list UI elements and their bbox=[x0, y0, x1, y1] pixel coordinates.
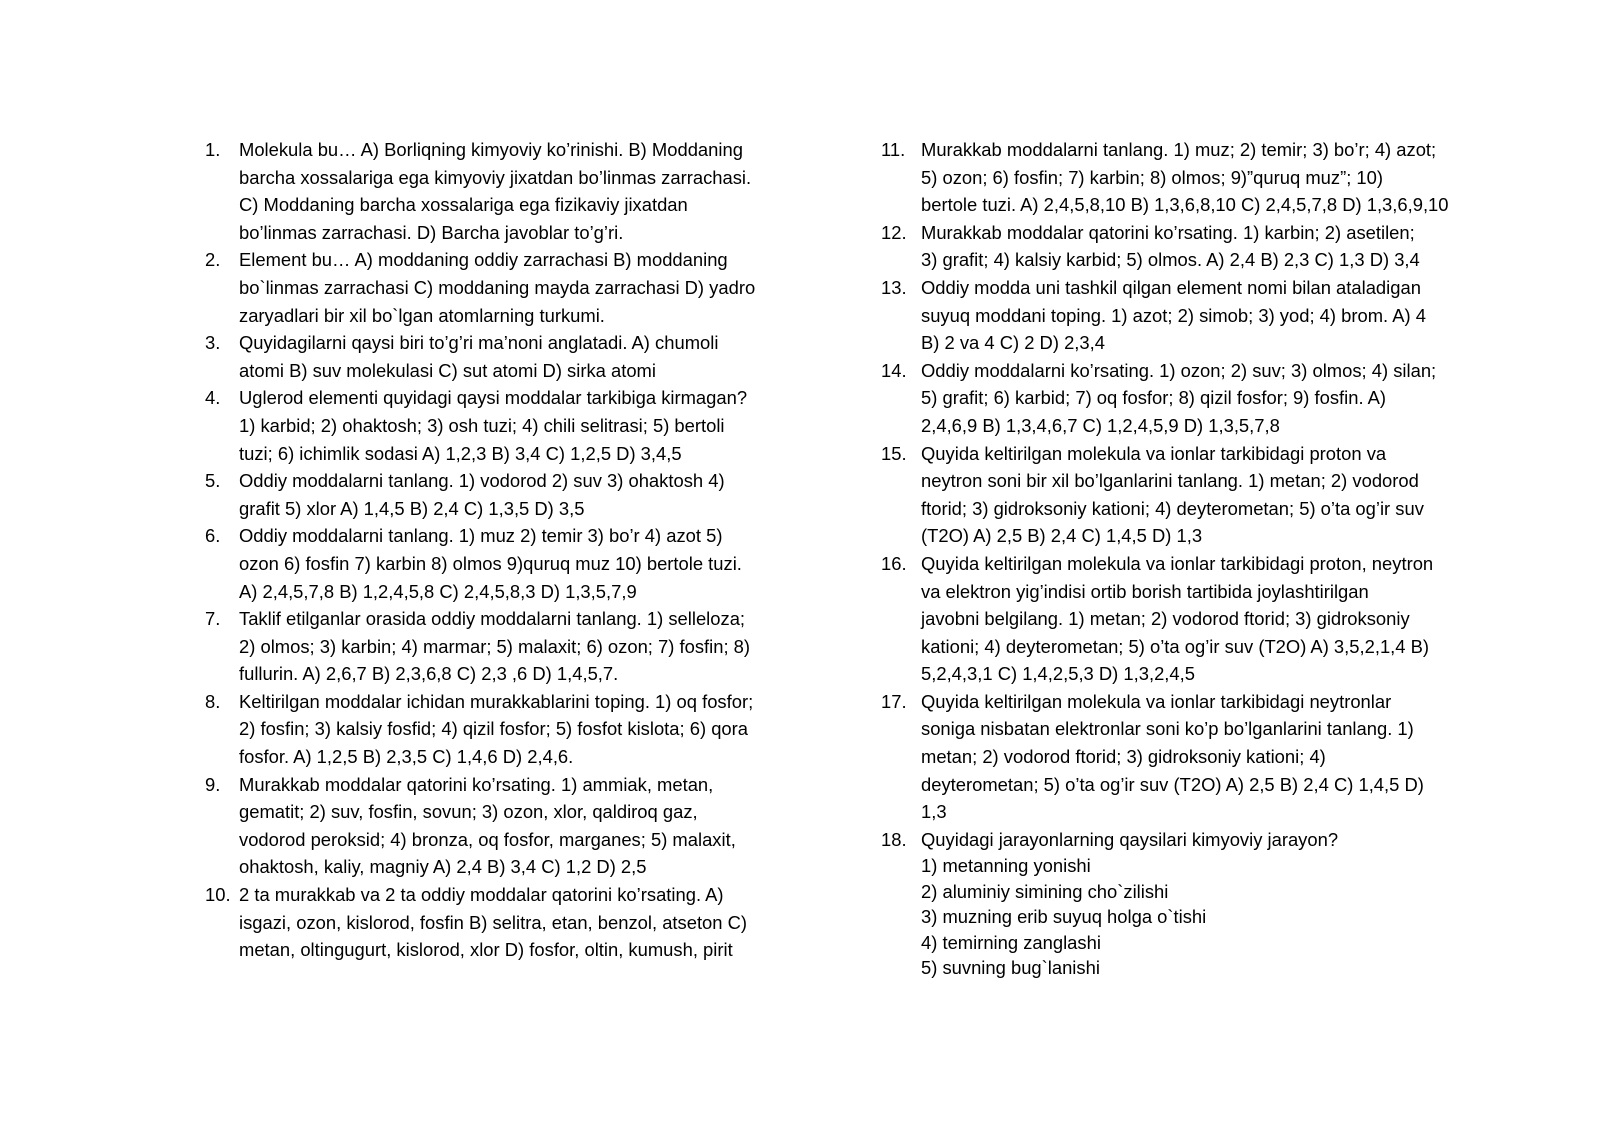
question-text-line: ozon 6) fosfin 7) karbin 8) olmos 9)quruq muz 10) bertole tuzi. bbox=[239, 552, 742, 574]
question-text-line: javobni belgilang. 1) metan; 2) vodorod ftorid; 3) gidroksoniy bbox=[921, 608, 1410, 630]
question-item bbox=[205, 881, 805, 964]
question-number: 13. bbox=[881, 276, 907, 298]
question-item bbox=[881, 357, 1474, 440]
question-item bbox=[205, 246, 805, 329]
question-number: 12. bbox=[881, 221, 907, 243]
question-item bbox=[205, 522, 805, 605]
question-text-line: soniga nisbatan elektronlar soni ko’p bo’lganlarini tanlang. 1) bbox=[921, 718, 1414, 740]
question-number: 1. bbox=[205, 139, 221, 160]
question-text-line: va elektron yig’indisi ortib borish tartibida joylashtirilgan bbox=[921, 580, 1369, 602]
question-text-line: Oddiy moddalarni ko’rsating. 1) ozon; 2) suv; 3) olmos; 4) silan; bbox=[921, 359, 1437, 381]
question-text-line: ftorid; 3) gidroksoniy kationi; 4) deyterometan; 5) o’ta og’ir suv bbox=[921, 497, 1424, 519]
question-text-line: 1,3 bbox=[921, 801, 947, 823]
question-text-line: zaryadlari bir xil bo`lgan atomlarning turkumi. bbox=[239, 304, 605, 326]
right-question-list bbox=[881, 136, 1474, 826]
question-text-line: Oddiy moddalarni tanlang. 1) vodorod 2) suv 3) ohaktosh 4) bbox=[239, 470, 725, 492]
question-text-line: Quyidagi jarayonlarning qaysilari kimyoviy jarayon? bbox=[921, 828, 1339, 850]
question-text-line: bo’linmas zarrachasi. D) Barcha javoblar to’g’ri. bbox=[239, 221, 624, 243]
question-text-line: Quyidagilarni qaysi biri to’g’ri ma’noni anglatadi. A) chumoli bbox=[239, 332, 719, 354]
question-text-line: Element bu… A) moddaning oddiy zarrachasi B) moddaning bbox=[239, 249, 728, 271]
question-item bbox=[881, 274, 1474, 357]
question-text-line: suyuq moddani toping. 1) azot; 2) simob; 3) yod; 4) brom. A) 4 bbox=[921, 304, 1426, 326]
question-item bbox=[205, 688, 805, 771]
question-text-line: bertole tuzi. A) 2,4,5,8,10 B) 1,3,6,8,10 C) 2,4,5,7,8 D) 1,3,6,9,10 bbox=[921, 194, 1449, 216]
question-item bbox=[881, 219, 1474, 274]
question-text-line: 5,2,4,3,1 C) 1,4,2,5,3 D) 1,3,2,4,5 bbox=[921, 663, 1195, 685]
question-number: 14. bbox=[881, 359, 907, 381]
question-item bbox=[881, 550, 1474, 688]
question-number: 16. bbox=[881, 552, 907, 574]
question-text-line: deyterometan; 5) o’ta og’ir suv (T2O) A) 2,5 B) 2,4 C) 1,4,5 D) bbox=[921, 773, 1424, 795]
question-text-line: (T2O) A) 2,5 B) 2,4 C) 1,4,5 D) 1,3 bbox=[921, 525, 1203, 547]
question-number: 6. bbox=[205, 525, 221, 547]
question-text-line: Uglerod elementi quyidagi qaysi moddalar tarkibiga kirmagan? bbox=[239, 387, 748, 409]
left-question-list bbox=[205, 136, 805, 964]
question-number: 8. bbox=[205, 690, 221, 712]
question-text-line: Murakkab moddalar qatorini ko’rsating. 1) ammiak, metan, bbox=[239, 773, 714, 795]
question-number: 9. bbox=[205, 773, 221, 795]
question-text-line: Molekula bu… A) Borliqning kimyoviy ko’rinishi. B) Moddaning bbox=[239, 139, 743, 160]
question-text-line: kationi; 4) deyterometan; 5) o’ta og’ir suv (T2O) A) 3,5,2,1,4 B) bbox=[921, 635, 1430, 657]
question-text-line: Oddiy modda uni tashkil qilgan element nomi bilan ataladigan bbox=[921, 276, 1421, 298]
question-item bbox=[881, 136, 1474, 219]
question-text-line: 5) ozon; 6) fosfin; 7) karbin; 8) olmos; 9)”quruq muz”; 10) bbox=[921, 166, 1383, 188]
question-text-line: Taklif etilganlar orasida oddiy moddalarni tanlang. 1) selleloza; bbox=[239, 608, 746, 630]
question-number: 10. bbox=[205, 884, 231, 906]
question-text-line: grafit 5) xlor A) 1,4,5 B) 2,4 C) 1,3,5 D) 3,5 bbox=[239, 497, 585, 519]
question-item bbox=[205, 605, 805, 688]
question-text-line: 5) grafit; 6) karbid; 7) oq fosfor; 8) qizil fosfor; 9) fosfin. A) bbox=[921, 387, 1387, 409]
left-column bbox=[205, 136, 805, 964]
question-item bbox=[881, 688, 1474, 826]
question-number: 17. bbox=[881, 690, 907, 712]
question-18-list bbox=[881, 826, 1474, 981]
question-text-line: Keltirilgan moddalar ichidan murakkablarini toping. 1) oq fosfor; bbox=[239, 690, 754, 712]
question-text-line: 2,4,6,9 B) 1,3,4,6,7 C) 1,2,4,5,9 D) 1,3,5,7,8 bbox=[921, 414, 1280, 436]
question-text-line: 2) fosfin; 3) kalsiy fosfid; 4) qizil fosfor; 5) fosfot kislota; 6) qora bbox=[239, 718, 749, 740]
question-number: 4. bbox=[205, 387, 221, 409]
question-text-line: B) 2 va 4 C) 2 D) 2,3,4 bbox=[921, 332, 1105, 354]
question-number: 5. bbox=[205, 470, 221, 492]
question-text-line: ohaktosh, kaliy, magniy A) 2,4 B) 3,4 C) 1,2 D) 2,5 bbox=[239, 856, 647, 878]
question-text-line: barcha xossalariga ega kimyoviy jixatdan bo’linmas zarrachasi. bbox=[239, 166, 752, 188]
question-text-line: fullurin. A) 2,6,7 B) 2,3,6,8 C) 2,3 ,6 D) 1,4,5,7. bbox=[239, 663, 619, 685]
question-text-line: atomi B) suv molekulasi C) sut atomi D) sirka atomi bbox=[239, 359, 656, 381]
question-text-line: Murakkab moddalar qatorini ko’rsating. 1) karbin; 2) asetilen; bbox=[921, 221, 1415, 243]
question-number: 3. bbox=[205, 332, 221, 354]
right-column bbox=[881, 136, 1474, 981]
question-text-line: fosfor. A) 1,2,5 B) 2,3,5 C) 1,4,6 D) 2,4,6. bbox=[239, 746, 574, 768]
question-item bbox=[205, 384, 805, 467]
question-text-line: neytron soni bir xil bo’lganlarini tanlang. 1) metan; 2) vodorod bbox=[921, 470, 1419, 492]
question-text-line: Quyida keltirilgan molekula va ionlar tarkibidagi proton va bbox=[921, 442, 1387, 464]
question-text-line: 2 ta murakkab va 2 ta oddiy moddalar qatorini ko’rsating. A) bbox=[239, 884, 724, 906]
question-text-line: Quyida keltirilgan molekula va ionlar tarkibidagi proton, neytron bbox=[921, 552, 1434, 574]
answer-option: 4) temirning zanglashi bbox=[921, 931, 1101, 953]
question-text-line: Quyida keltirilgan molekula va ionlar tarkibidagi neytronlar bbox=[921, 690, 1392, 712]
question-item bbox=[205, 136, 805, 246]
question-text-line: Oddiy moddalarni tanlang. 1) muz 2) temir 3) bo’r 4) azot 5) bbox=[239, 525, 723, 547]
question-text-line: C) Moddaning barcha xossalariga ega fizikaviy jixatdan bbox=[239, 194, 688, 216]
question-number: 7. bbox=[205, 608, 221, 630]
question-text-line: 1) karbid; 2) ohaktosh; 3) osh tuzi; 4) chili selitrasi; 5) bertoli bbox=[239, 414, 725, 436]
question-text-line: metan, oltingugurt, kislorod, xlor D) fosfor, oltin, kumush, pirit bbox=[239, 939, 733, 961]
question-text-line: metan; 2) vodorod ftorid; 3) gidroksoniy kationi; 4) bbox=[921, 746, 1326, 768]
question-text-line: tuzi; 6) ichimlik sodasi A) 1,2,3 B) 3,4 C) 1,2,5 D) 3,4,5 bbox=[239, 442, 682, 464]
question-number: 2. bbox=[205, 249, 221, 271]
answer-option: 1) metanning yonishi bbox=[921, 855, 1091, 877]
question-item bbox=[205, 771, 805, 881]
answer-option: 2) aluminiy simining cho`zilishi bbox=[921, 880, 1169, 902]
question-item bbox=[881, 826, 1474, 981]
question-number: 18. bbox=[881, 828, 907, 850]
question-text-line: isgazi, ozon, kislorod, fosfin B) selitra, etan, benzol, atseton C) bbox=[239, 911, 748, 933]
question-text-line: bo`linmas zarrachasi C) moddaning mayda zarrachasi D) yadro bbox=[239, 276, 756, 298]
question-item bbox=[881, 440, 1474, 550]
question-item bbox=[205, 467, 805, 522]
question-number: 11. bbox=[881, 139, 906, 160]
question-text-line: A) 2,4,5,7,8 B) 1,2,4,5,8 C) 2,4,5,8,3 D) 1,3,5,7,9 bbox=[239, 580, 637, 602]
question-number: 15. bbox=[881, 442, 907, 464]
question-item bbox=[205, 329, 805, 384]
question-text-line: 2) olmos; 3) karbin; 4) marmar; 5) malaxit; 6) ozon; 7) fosfin; 8) bbox=[239, 635, 751, 657]
question-text-line: Murakkab moddalarni tanlang. 1) muz; 2) temir; 3) bo’r; 4) azot; bbox=[921, 139, 1437, 160]
question-text-line: vodorod peroksid; 4) bronza, oq fosfor, marganes; 5) malaxit, bbox=[239, 828, 736, 850]
question-text-line: 3) grafit; 4) kalsiy karbid; 5) olmos. A) 2,4 B) 2,3 C) 1,3 D) 3,4 bbox=[921, 249, 1420, 271]
question-text-line: gematit; 2) suv, fosfin, sovun; 3) ozon, xlor, qaldiroq gaz, bbox=[239, 801, 698, 823]
answer-option: 3) muzning erib suyuq holga o`tishi bbox=[921, 906, 1207, 928]
answer-option: 5) suvning bug`lanishi bbox=[921, 957, 1100, 979]
